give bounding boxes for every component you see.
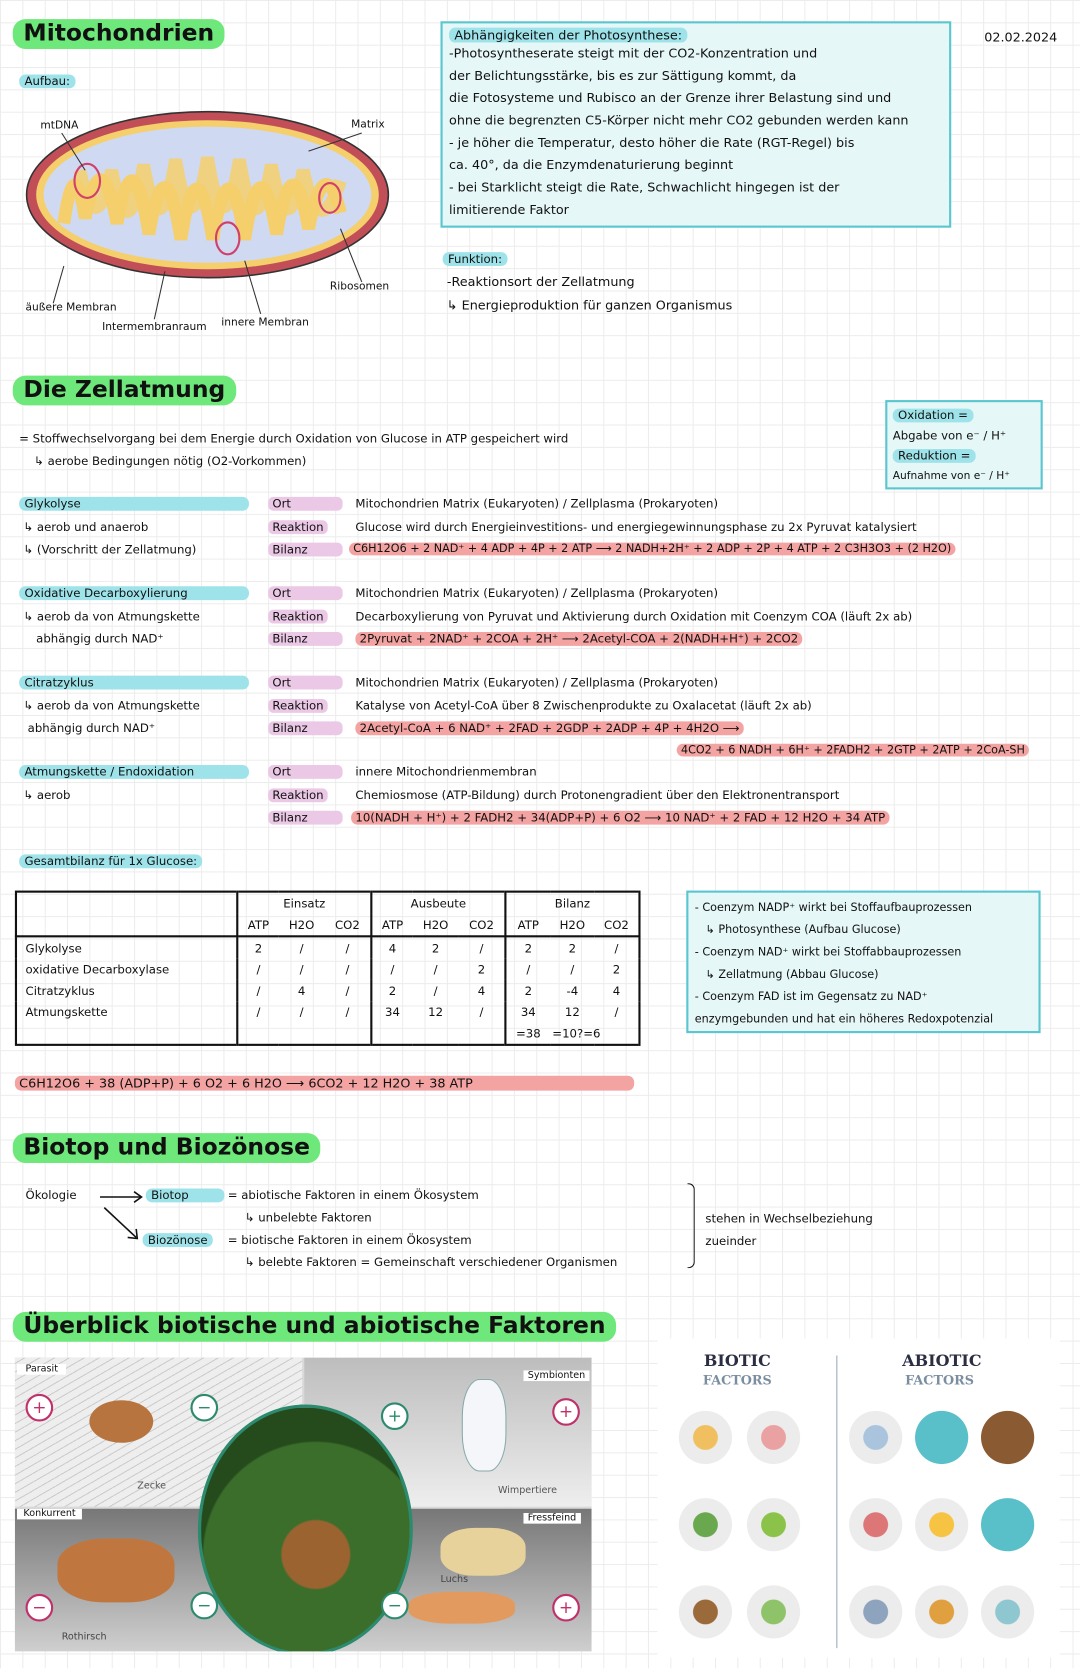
coenzym-line: ↳ Photosynthese (Aufbau Glucose) <box>705 923 901 937</box>
coenzym-line: - Coenzym NAD⁺ wirkt bei Stoffabbauprozessen <box>694 945 962 959</box>
col-sub-header: H2O <box>413 914 459 936</box>
col-sub-header: H2O <box>550 914 594 936</box>
biozoenose-definition: = biotische Faktoren in einem Ökosystem <box>227 1233 472 1248</box>
ort-tag: Ort <box>268 676 342 690</box>
gesamtbilanz-title: Gesamtbilanz für 1x Glucose: <box>19 854 202 868</box>
stage-note: ↳ aerob da von Atmungskette <box>23 609 200 624</box>
col-sub-header: ATP <box>237 914 278 936</box>
table-cell: / <box>237 1001 278 1022</box>
water-minerals-icon <box>915 1411 968 1464</box>
biotic-relations-illustration <box>15 1358 592 1652</box>
table-cell: 12 <box>564 1004 580 1019</box>
abiotic-subheading: FACTORS <box>905 1372 974 1388</box>
tree-icon <box>679 1498 732 1551</box>
brace <box>687 1183 694 1268</box>
biotic-heading: BIOTIC <box>703 1351 771 1371</box>
abiotic-heading: ABIOTIC <box>902 1351 982 1371</box>
table-cell: -4 <box>566 983 579 998</box>
photo-line: ca. 40°, da die Enzymdenaturierung beginnt <box>449 157 734 173</box>
table-cell: 2 <box>431 941 440 955</box>
stage-bilanz: 2Acetyl-CoA + 6 NAD⁺ + 2FAD + 2GDP + 2ADP + 4P + 4H2O ⟶ <box>355 721 743 735</box>
table-cell: 2 <box>505 936 550 958</box>
stage-note: ↳ (Vorschritt der Zellatmung) <box>23 542 197 557</box>
col-group: Ausbeute <box>371 892 505 914</box>
label-innere-membran: innere Membran <box>221 317 309 329</box>
table-cell: 4 <box>594 980 639 1001</box>
stage-oxidative-decarboxylierung: Oxidative Decarboxylierung <box>19 586 249 600</box>
label-aussere-membran: äußere Membran <box>25 302 117 314</box>
table-cell: / <box>505 959 550 980</box>
label-rothirsch: Rothirsch <box>61 1632 107 1643</box>
table-cell: / <box>299 941 304 955</box>
totals-row <box>16 1023 640 1045</box>
title-mitochondrien: Mitochondrien <box>13 19 225 49</box>
lynx-drawing <box>440 1528 525 1576</box>
minus-icon: − <box>190 1592 218 1620</box>
table-cell: 34 <box>371 1001 412 1022</box>
ph-gauge-icon <box>915 1585 968 1638</box>
row-label: Glykolyse <box>16 936 237 958</box>
coenzym-line: ↳ Zellatmung (Abbau Glucose) <box>705 968 879 982</box>
stage-ort: Mitochondrien Matrix (Eukaryoten) / Zellplasma (Prokaryoten) <box>355 496 719 511</box>
minus-icon: − <box>381 1592 409 1620</box>
photo-line: der Belichtungsstärke, bis es zur Sättigung kommt, da <box>449 68 797 83</box>
table-cell: / <box>299 1004 304 1019</box>
plus-icon: + <box>552 1594 580 1622</box>
gesamt-equation: C6H12O6 + 38 (ADP+P) + 6 O2 + 6 H2O ⟶ 6CO2 + 12 H2O + 38 ATP <box>15 1076 634 1091</box>
table-row <box>16 936 640 958</box>
label-zecke: Zecke <box>137 1481 167 1492</box>
stage-bilanz: 10(NADH + H⁺) + 2 FADH2 + 34(ADP+P) + 6 O2 ⟶ 10 NAD⁺ + 2 FAD + 12 H2O + 34 ATP <box>351 811 889 825</box>
stage-glykolyse: Glykolyse <box>19 497 249 511</box>
table-cell: / <box>325 980 372 1001</box>
ort-tag: Ort <box>268 586 342 600</box>
label-wimpertiere: Wimpertiere <box>497 1485 558 1496</box>
plus-icon: + <box>26 1394 54 1422</box>
stage-reaktion: Glucose wird durch Energieinvestitions- und energiegewinnungsphase zu 2x Pyruvat katalysiert <box>355 520 917 535</box>
table-cell: 2 <box>459 959 506 980</box>
stage-atmungskette: Atmungskette / Endoxidation <box>19 765 249 779</box>
label-konkurrent: Konkurrent <box>17 1509 82 1520</box>
tick-drawing <box>89 1400 153 1443</box>
table-cell: / <box>325 936 372 958</box>
table-cell: 4 <box>459 980 506 1001</box>
label-mtdna: mtDNA <box>40 120 79 132</box>
redox-box <box>885 400 1042 489</box>
label-matrix: Matrix <box>351 119 385 131</box>
plus-icon: + <box>552 1398 580 1426</box>
photo-line: ohne die begrenzten C5-Körper nicht mehr CO2 gebunden werden kann <box>449 112 909 128</box>
coenzym-line: enzymgebunden und hat ein höheres Redoxpotenzial <box>694 1012 994 1026</box>
label-intermembranraum: Intermembranraum <box>102 321 207 334</box>
photo-line: -Photosyntheserate steigt mit der CO2-Konzentration und <box>449 45 818 61</box>
photosynthese-title: Abhängigkeiten der Photosynthese: <box>449 28 687 43</box>
mushroom-icon <box>747 1411 800 1464</box>
ort-tag: Ort <box>268 765 342 779</box>
biozoenose-label: Biozönose <box>143 1233 213 1247</box>
minus-icon: − <box>26 1594 54 1622</box>
mitochondrion-diagram <box>21 106 404 335</box>
title-biotop: Biotop und Biozönose <box>13 1133 321 1163</box>
table-cell: / <box>459 936 506 958</box>
photo-line: limitierende Faktor <box>449 202 569 218</box>
col-sub-header: CO2 <box>594 914 639 936</box>
aufbau-label: Aufbau: <box>19 74 75 88</box>
plus-icon: + <box>381 1402 409 1430</box>
stage-reaktion: Decarboxylierung von Pyruvat und Aktivierung durch Oxidation mit Coenzym COA (läuft 2x ab) <box>355 609 913 624</box>
factors-infographic <box>658 1339 1060 1658</box>
col-group: Einsatz <box>237 892 371 914</box>
thermometer-icon <box>849 1498 902 1551</box>
reaktion-tag: Reaktion <box>268 699 328 713</box>
reduktion-text: Aufnahme von e⁻ / H⁺ <box>892 470 1010 482</box>
oekologie-label: Ökologie <box>25 1188 77 1203</box>
coenzym-box <box>686 891 1040 1034</box>
prey-drawing <box>409 1592 515 1624</box>
bacteria-icon <box>679 1411 732 1464</box>
table-cell: / <box>325 959 372 980</box>
table-cell: 2 <box>371 980 412 1001</box>
table-cell: 2 <box>594 959 639 980</box>
bilanz-tag: Bilanz <box>268 721 342 735</box>
label-fressfeind: Fressfeind <box>523 1513 580 1524</box>
table-cell: / <box>570 962 575 977</box>
reduktion-label: Reduktion = <box>893 449 976 463</box>
bear-icon <box>679 1585 732 1638</box>
table-cell: / <box>433 962 438 977</box>
stage-ort: innere Mitochondrienmembran <box>355 765 537 779</box>
reaktion-tag: Reaktion <box>268 788 328 802</box>
photosynthese-box <box>440 21 951 227</box>
table-cell: / <box>299 962 304 977</box>
stage-reaktion: Katalyse von Acetyl-CoA über 8 Zwischenprodukte zu Oxalacetat (läuft 2x ab) <box>355 699 812 713</box>
table-cell: / <box>325 1001 372 1022</box>
stage-note: ↳ aerob und anaerob <box>23 520 149 535</box>
water-drop-icon <box>981 1498 1034 1551</box>
stage-note: ↳ aerob da von Atmungskette <box>23 699 200 713</box>
red-deer-drawing <box>57 1539 174 1603</box>
photo-line: die Fotosysteme und Rubisco an der Grenze ihrer Belastung sind und <box>449 90 892 106</box>
sun-icon <box>915 1498 968 1551</box>
reaktion-tag: Reaktion <box>268 610 328 624</box>
table-row <box>16 1001 640 1022</box>
table-cell: 2 <box>237 936 278 958</box>
arrows-icon <box>98 1186 146 1246</box>
bilanz-tag: Bilanz <box>268 632 342 646</box>
wechsel-text: zueinder <box>705 1234 757 1249</box>
table-cell: 2 <box>505 980 550 1001</box>
algae-icon <box>747 1498 800 1551</box>
table-cell: 2 <box>568 941 577 955</box>
biotic-subheading: FACTORS <box>702 1372 772 1388</box>
photo-line: - je höher die Temperatur, desto höher die Rate (RGT-Regel) bis <box>449 135 855 151</box>
oxidation-text: Abgabe von e⁻ / H⁺ <box>892 428 1007 443</box>
cloud-icon <box>849 1411 902 1464</box>
row-label: Atmungskette <box>16 1001 237 1022</box>
table-cell: / <box>459 1001 506 1022</box>
coenzym-line: - Coenzym NADP⁺ wirkt bei Stoffaufbauprozessen <box>694 901 973 914</box>
table-row <box>16 980 640 1001</box>
protist-icon <box>747 1585 800 1638</box>
oxidation-label: Oxidation = <box>893 409 974 423</box>
table-cell: 4 <box>371 936 412 958</box>
stage-citratzyklus: Citratzyklus <box>19 676 249 690</box>
biotop-definition: = abiotische Faktoren in einem Ökosystem <box>227 1188 479 1203</box>
total-h2o: =10?=6 <box>550 1023 639 1045</box>
table-cell: 34 <box>505 1001 550 1022</box>
minus-icon: − <box>190 1394 218 1422</box>
bilanz-tag: Bilanz <box>268 811 342 825</box>
stage-bilanz: C6H12O6 + 2 NAD⁺ + 4 ADP + 4P + 2 ATP ⟶ 2 NADH+2H⁺ + 2 ADP + 2P + 4 ATP + 2 C3H3O3 + (2 H2O) <box>349 543 955 556</box>
biozoenose-note: ↳ belebte Faktoren = Gemeinschaft verschiedener Organismen <box>244 1255 618 1270</box>
stage-ort: Mitochondrien Matrix (Eukaryoten) / Zellplasma (Prokaryoten) <box>355 586 719 601</box>
table-cell: / <box>594 936 639 958</box>
gesamtbilanz-table <box>15 891 641 1046</box>
table-cell: 12 <box>428 1004 444 1019</box>
ciliate-drawing <box>462 1379 507 1472</box>
col-sub-header: ATP <box>371 914 412 936</box>
roe-deer-photo <box>198 1404 413 1651</box>
col-sub-header: CO2 <box>325 914 372 936</box>
stage-ort: Mitochondrien Matrix (Eukaryoten) / Zellplasma (Prokaryoten) <box>355 675 719 690</box>
label-symbionten: Symbionten <box>523 1370 589 1381</box>
table-cell: / <box>594 1001 639 1022</box>
funktion-line: -Reaktionsort der Zellatmung <box>446 274 635 290</box>
reaktion-tag: Reaktion <box>268 520 328 534</box>
table-row <box>16 959 640 980</box>
stage-bilanz: 2Pyruvat + 2NAD⁺ + 2COA + 2H⁺ ⟶ 2Acetyl-COA + 2(NADH+H⁺) + 2CO2 <box>355 632 802 646</box>
stage-reaktion: Chemiosmose (ATP-Bildung) durch Protonengradient über den Elektronentransport <box>355 788 840 803</box>
stage-note: ↳ aerob <box>23 788 71 803</box>
table-cell: / <box>433 983 438 998</box>
label-parasit: Parasit <box>17 1364 66 1375</box>
stage-note: abhängig durch NAD⁺ <box>27 721 156 736</box>
label-luchs: Luchs <box>440 1574 469 1586</box>
bilanz-tag: Bilanz <box>268 543 342 557</box>
table-cell: / <box>371 959 412 980</box>
zellatmung-note: ↳ aerobe Bedingungen nötig (O2-Vorkommen) <box>34 454 307 469</box>
photo-line: - bei Starklicht steigt die Rate, Schwachlicht hingegen ist der <box>449 179 840 195</box>
rock-icon <box>849 1585 902 1638</box>
row-label: oxidative Decarboxylase <box>16 959 237 980</box>
stage-bilanz-cont: 4CO2 + 6 NADH + 6H⁺ + 2FADH2 + 2GTP + 2ATP + 2CoA-SH <box>677 744 1029 757</box>
table-cell: / <box>237 980 278 1001</box>
col-sub-header: ATP <box>505 914 550 936</box>
humidity-icon <box>981 1585 1034 1638</box>
soil-icon <box>981 1411 1034 1464</box>
table-cell: 4 <box>297 983 306 998</box>
coenzym-line: - Coenzym FAD ist im Gegensatz zu NAD⁺ <box>694 990 928 1004</box>
col-group: Bilanz <box>505 892 639 914</box>
total-atp: =38 <box>505 1023 550 1045</box>
title-ueberblick: Überblick biotische und abiotische Faktoren <box>13 1312 616 1342</box>
wechsel-text: stehen in Wechselbeziehung <box>705 1211 873 1226</box>
date: 02.02.2024 <box>984 29 1058 45</box>
col-sub-header: CO2 <box>459 914 506 936</box>
stage-note: abhängig durch NAD⁺ <box>36 632 164 646</box>
ort-tag: Ort <box>268 497 342 511</box>
table-cell: / <box>237 959 278 980</box>
label-ribosomen: Ribosomen <box>329 280 390 293</box>
biotop-label: Biotop <box>146 1188 225 1202</box>
funktion-title: Funktion: <box>443 252 508 266</box>
title-zellatmung: Die Zellatmung <box>13 376 236 406</box>
zellatmung-definition: = Stoffwechselvorgang bei dem Energie durch Oxidation von Glucose in ATP gespeichert wird <box>19 431 569 446</box>
col-sub-header: H2O <box>279 914 325 936</box>
funktion-line: ↳ Energieproduktion für ganzen Organismus <box>446 297 733 313</box>
row-label: Citratzyklus <box>16 980 237 1001</box>
biotop-note: ↳ unbelebte Faktoren <box>244 1210 372 1225</box>
